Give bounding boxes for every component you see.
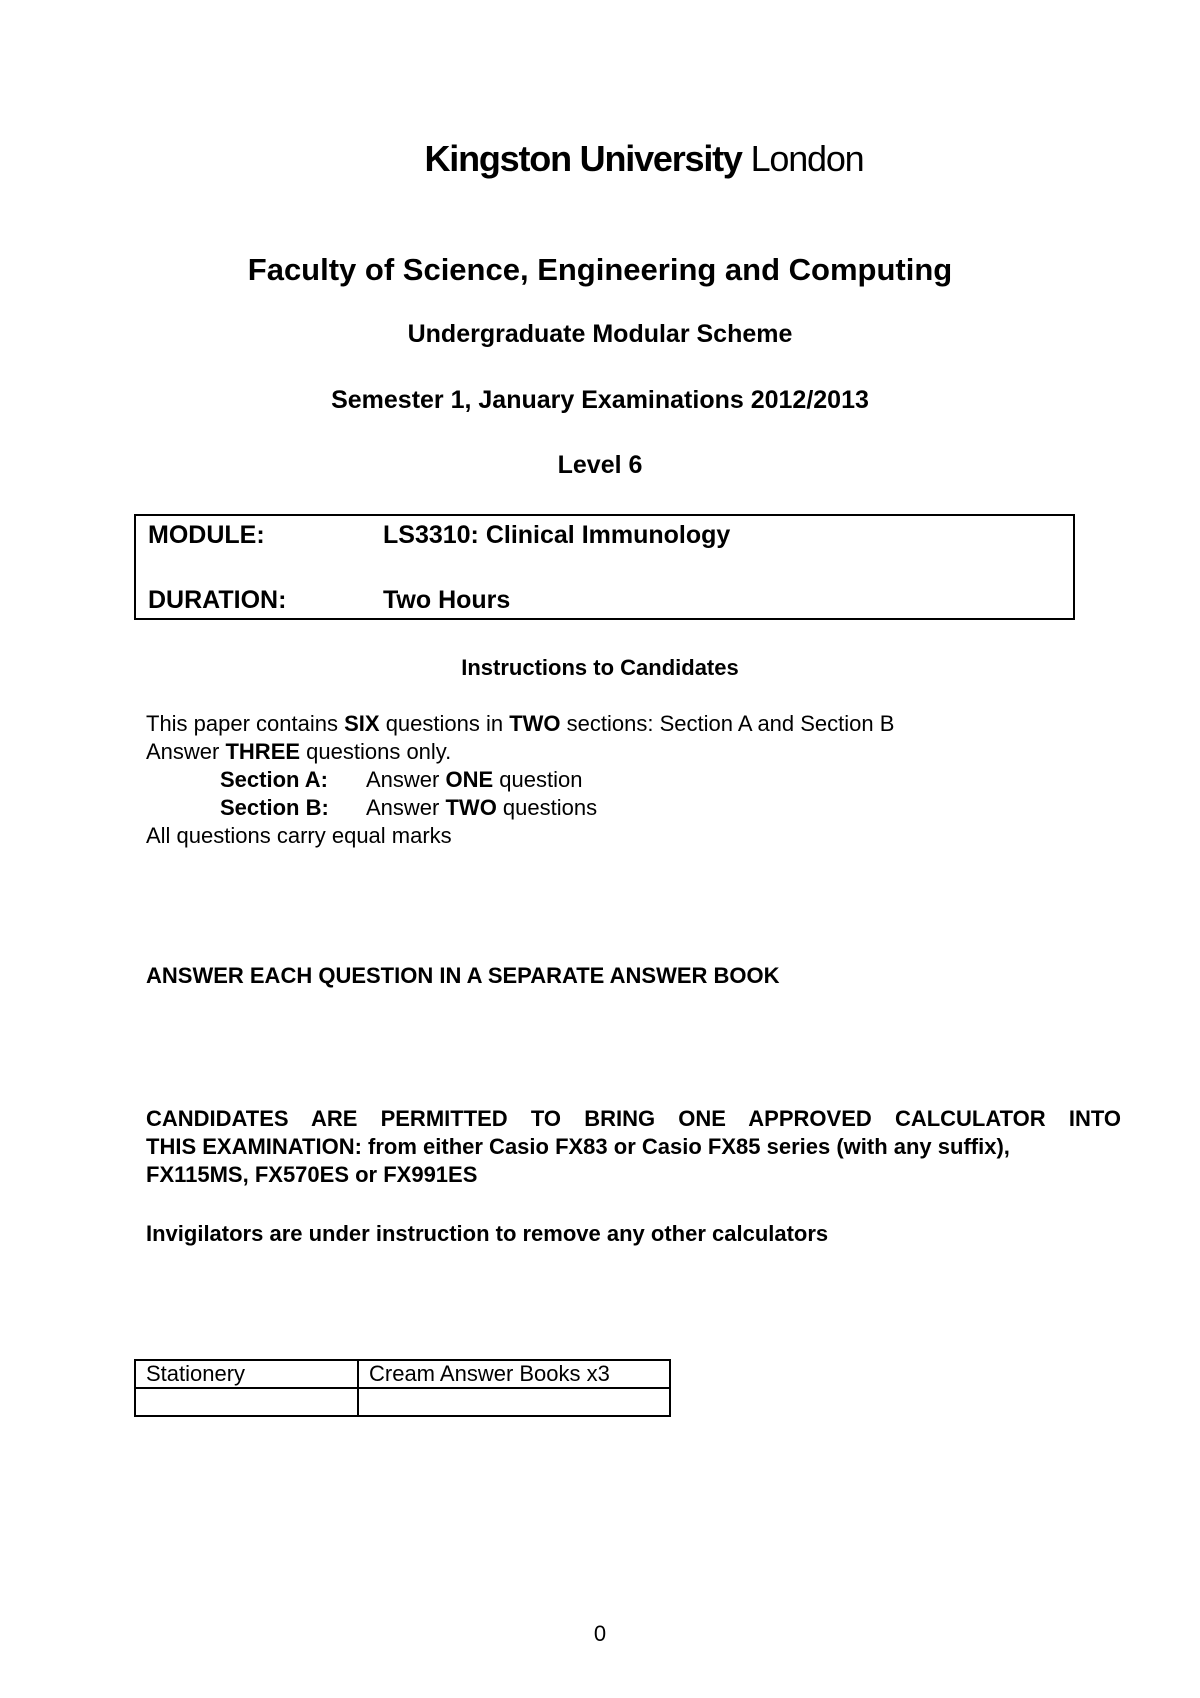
instr-emphasis: SIX — [344, 711, 380, 736]
instr-text: questions only. — [300, 739, 452, 764]
instr-emphasis: ONE — [445, 767, 494, 792]
logo-city: London — [750, 138, 864, 179]
duration-value: Two Hours — [383, 586, 511, 614]
module-value: LS3310: Clinical Immunology — [383, 521, 731, 549]
module-info-box — [134, 514, 1075, 620]
instr-text: questions in — [379, 711, 510, 736]
table-cell — [358, 1388, 670, 1416]
instruction-line-section-a-text — [366, 767, 582, 793]
instruction-line-sections — [146, 711, 894, 737]
table-cell: Cream Answer Books x3 — [358, 1360, 670, 1388]
instr-emphasis: THREE — [225, 739, 301, 764]
instruction-line-section-b-text — [366, 795, 597, 821]
instr-emphasis: TWO — [445, 795, 497, 820]
calculator-notice-line: THIS EXAMINATION: from either Casio FX83 or Casio FX85 series (with any suffix), — [146, 1134, 1010, 1159]
instr-text: Answer — [366, 795, 446, 820]
calculator-notice — [146, 1105, 1121, 1189]
instruction-line-section-a — [220, 767, 328, 793]
instruction-line-equal-marks: All questions carry equal marks — [146, 823, 452, 848]
table-cell: Stationery — [135, 1360, 358, 1388]
semester-title: Semester 1, January Examinations 2012/2013 — [331, 386, 869, 414]
duration-label: DURATION: — [148, 586, 287, 614]
instr-text: This paper contains — [146, 711, 345, 736]
invigilators-notice: Invigilators are under instruction to remove any other calculators — [146, 1221, 829, 1246]
section-b-label: Section B: — [220, 795, 329, 820]
table-cell — [135, 1388, 358, 1416]
module-label: MODULE: — [148, 521, 265, 549]
instructions-heading: Instructions to Candidates — [461, 655, 739, 680]
instr-text: questions — [496, 795, 598, 820]
instruction-line-section-b — [220, 795, 329, 821]
separate-book-notice: ANSWER EACH QUESTION IN A SEPARATE ANSWER BOOK — [146, 963, 780, 988]
stationery-table — [134, 1359, 671, 1417]
page-number: 0 — [593, 1621, 607, 1646]
instr-text: Answer — [366, 767, 446, 792]
scheme-title: Undergraduate Modular Scheme — [407, 320, 793, 348]
university-logo — [0, 138, 1200, 180]
calculator-notice-line: CANDIDATES ARE PERMITTED TO BRING ONE APPROVED CALCULATOR INTO — [146, 1106, 1121, 1131]
level-title: Level 6 — [557, 451, 643, 479]
table-row — [135, 1388, 670, 1416]
instr-text: Answer — [146, 739, 226, 764]
instr-emphasis: TWO — [509, 711, 561, 736]
table-row — [135, 1360, 670, 1388]
instr-text: sections: Section A and Section B — [560, 711, 895, 736]
logo-name: Kingston University — [424, 138, 742, 179]
faculty-title: Faculty of Science, Engineering and Computing — [247, 252, 953, 287]
instr-text: question — [493, 767, 583, 792]
section-a-label: Section A: — [220, 767, 328, 792]
calculator-notice-line: FX115MS, FX570ES or FX991ES — [146, 1162, 478, 1187]
instruction-line-answer-count — [146, 739, 451, 765]
